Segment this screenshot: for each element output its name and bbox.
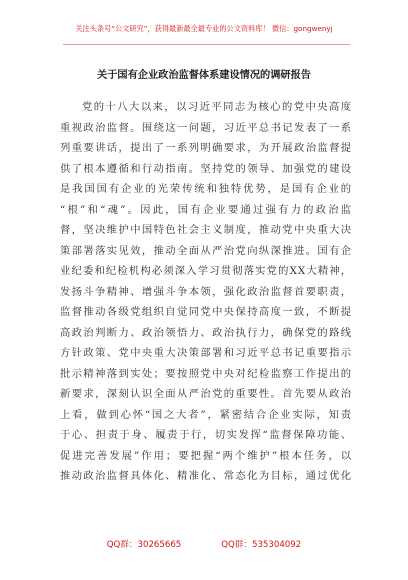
body-line: 发扬斗争精神、增强斗争本领，强化政治监督首要职责，: [60, 285, 352, 298]
footer-qq-group-1: QQ群：30265665: [106, 540, 182, 550]
body-line: 于心、担责于身、履责于行，切实发挥“监督保障功能、: [60, 429, 352, 441]
body-line: 上看，做到心怀“国之大者”，紧密结合企业实际，知责: [60, 408, 352, 421]
footer-qq-group-2: QQ群：535304092: [221, 540, 302, 550]
body-line: 促进完善发展”作用；要把握“两个维护”根本任务，以: [60, 449, 352, 462]
header-divider: [63, 44, 350, 45]
body-line: 重视政治监督。围绕这一问题，习近平总书记发表了一系: [60, 121, 352, 134]
body-line: 供了根本遵循和行动指南。坚持党的领导、加强党的建设: [60, 162, 352, 175]
body-line: 列重要讲话，提出了一系列明确要求，为开展政治监督提: [60, 142, 352, 154]
top-banner: 关注头条号“公文研究”，获得最新最全最专业的公文资料库！ 微信：gongwenyj: [75, 24, 333, 33]
body-line: 党的十八大以来，以习近平同志为核心的党中央高度: [82, 101, 352, 113]
footer-contacts: [0, 538, 408, 550]
body-line: 高政治判断力、政治领悟力、政治执行力，确保党的路线: [60, 326, 352, 339]
document-title: 关于国有企业政治监督体系建设情况的调研报告: [97, 69, 311, 81]
body-line: 策部署落实见效，推动全面从严治党向纵深推进。国有企: [60, 244, 352, 257]
document-body: [60, 97, 352, 487]
body-line: 督，坚决维护中国特色社会主义制度，推动党中央重大决: [60, 224, 352, 236]
body-line: 推动政治监督具体化、精准化、常态化为目标，通过优化: [60, 470, 352, 482]
body-line: 是我国国有企业的光荣传统和独特优势，是国有企业的: [60, 183, 352, 195]
body-line: 业纪委和纪检机构必须深入学习贯彻落实党的XX大精神，: [60, 265, 352, 277]
body-line: 监督推动各级党组织自觉同党中央保持高度一致，不断提: [60, 306, 352, 318]
body-line: 方针政策、党中央重大决策部署和习近平总书记重要指示: [60, 347, 352, 359]
body-line: “根”和“魂”。因此，国有企业要通过强有力的政治监: [60, 203, 352, 216]
body-line: 新要求，深刻认识全面从严治党的重要性。首先要从政治: [60, 388, 352, 400]
body-line: 批示精神落到实处；要按照党中央对纪检监察工作提出的: [60, 367, 352, 380]
